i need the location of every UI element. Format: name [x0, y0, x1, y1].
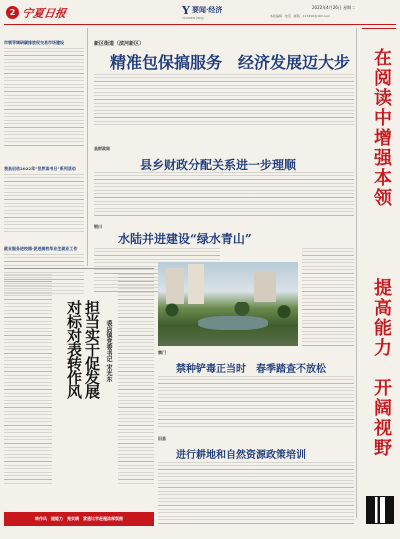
- landscape-photo: [158, 262, 298, 346]
- masthead-rule: [4, 24, 396, 25]
- newspaper-logo: 宁夏日报: [21, 7, 67, 20]
- side-banner-top-rule: [362, 28, 396, 29]
- yinchuan-headline: 水陆并进建设“绿水青山”: [118, 232, 252, 246]
- left-column-divider: [87, 28, 88, 266]
- yinchuan-article-body-right: [302, 248, 354, 346]
- photo-building-mid: [188, 264, 204, 304]
- finance-headline: 县乡财政分配关系进一步理顺: [140, 158, 297, 172]
- pest-article-body: [158, 376, 354, 428]
- email-label: 邮箱 · 123456@163.com: [293, 14, 331, 18]
- feature-title: [56, 300, 102, 450]
- pest-headline: 禁种铲毒正当时 春季踏查不放松: [176, 364, 326, 375]
- masthead: [0, 0, 400, 26]
- side-banner-bottom-text: 提高能力 开阔视野: [371, 278, 392, 458]
- contact-label: 电话 ·: [284, 14, 293, 18]
- side-banner-top-text: 在阅读中增强本领: [371, 48, 392, 208]
- photo-building-left: [166, 268, 184, 304]
- editor-line: [270, 14, 330, 18]
- left-headline-3: 就业服务进校园·促进高校毕业生就业工作: [4, 246, 78, 251]
- qr-code-icon: [366, 496, 394, 524]
- left-column: [4, 28, 84, 266]
- feature-body-right: [118, 274, 154, 484]
- section-title-en: YAOWEN JINGJI: [182, 16, 205, 20]
- photo-river: [198, 316, 268, 330]
- photo-building-right: [254, 272, 276, 302]
- pest-kicker: 禁门: [158, 350, 166, 355]
- feature-bottom-strip: 转作风 提能力 亮实绩 营造比学赶超浓厚氛围: [4, 512, 154, 526]
- feature-body-left: [4, 274, 52, 484]
- left-headline-2: 我县启动2022年“世界读书日”系列活动: [4, 166, 76, 171]
- left-article-2-body: [4, 174, 84, 232]
- feature-byline: 裘店镇党委书记 宋光东: [105, 320, 112, 383]
- land-kicker: 旧县: [158, 436, 166, 441]
- side-banner: [360, 28, 398, 518]
- editor-label: 本版编辑 ·: [270, 14, 284, 18]
- top-article-body: [94, 74, 354, 128]
- top-headline: 精准包保搞服务 经济发展迈大步: [110, 53, 351, 72]
- feature-title-line-2: 对标对表转作风: [65, 300, 83, 398]
- yinchuan-kicker: 银川: [94, 224, 102, 229]
- finance-article-body: [94, 172, 354, 216]
- top-kicker: 新区街道（滨河新区）: [94, 41, 145, 47]
- left-headline-1: 市领导调研碳排放权交易市场建设: [4, 40, 64, 45]
- feature-title-line-1: 担当实干促发展: [83, 300, 101, 398]
- section-letter-icon: Y: [182, 4, 190, 17]
- finance-kicker: 县财政局: [94, 146, 110, 151]
- page-number-badge: 2: [6, 6, 19, 19]
- photo-trees: [158, 302, 298, 318]
- left-article-1-body: [4, 48, 84, 148]
- feature-rule: [4, 268, 154, 269]
- section-title: 要闻·经济: [192, 5, 223, 14]
- land-article-body: [158, 462, 354, 526]
- land-headline: 进行耕地和自然资源政策培训: [176, 450, 306, 461]
- side-banner-divider: [356, 28, 357, 518]
- issue-date: 2022年4月26日 星期二: [312, 5, 356, 10]
